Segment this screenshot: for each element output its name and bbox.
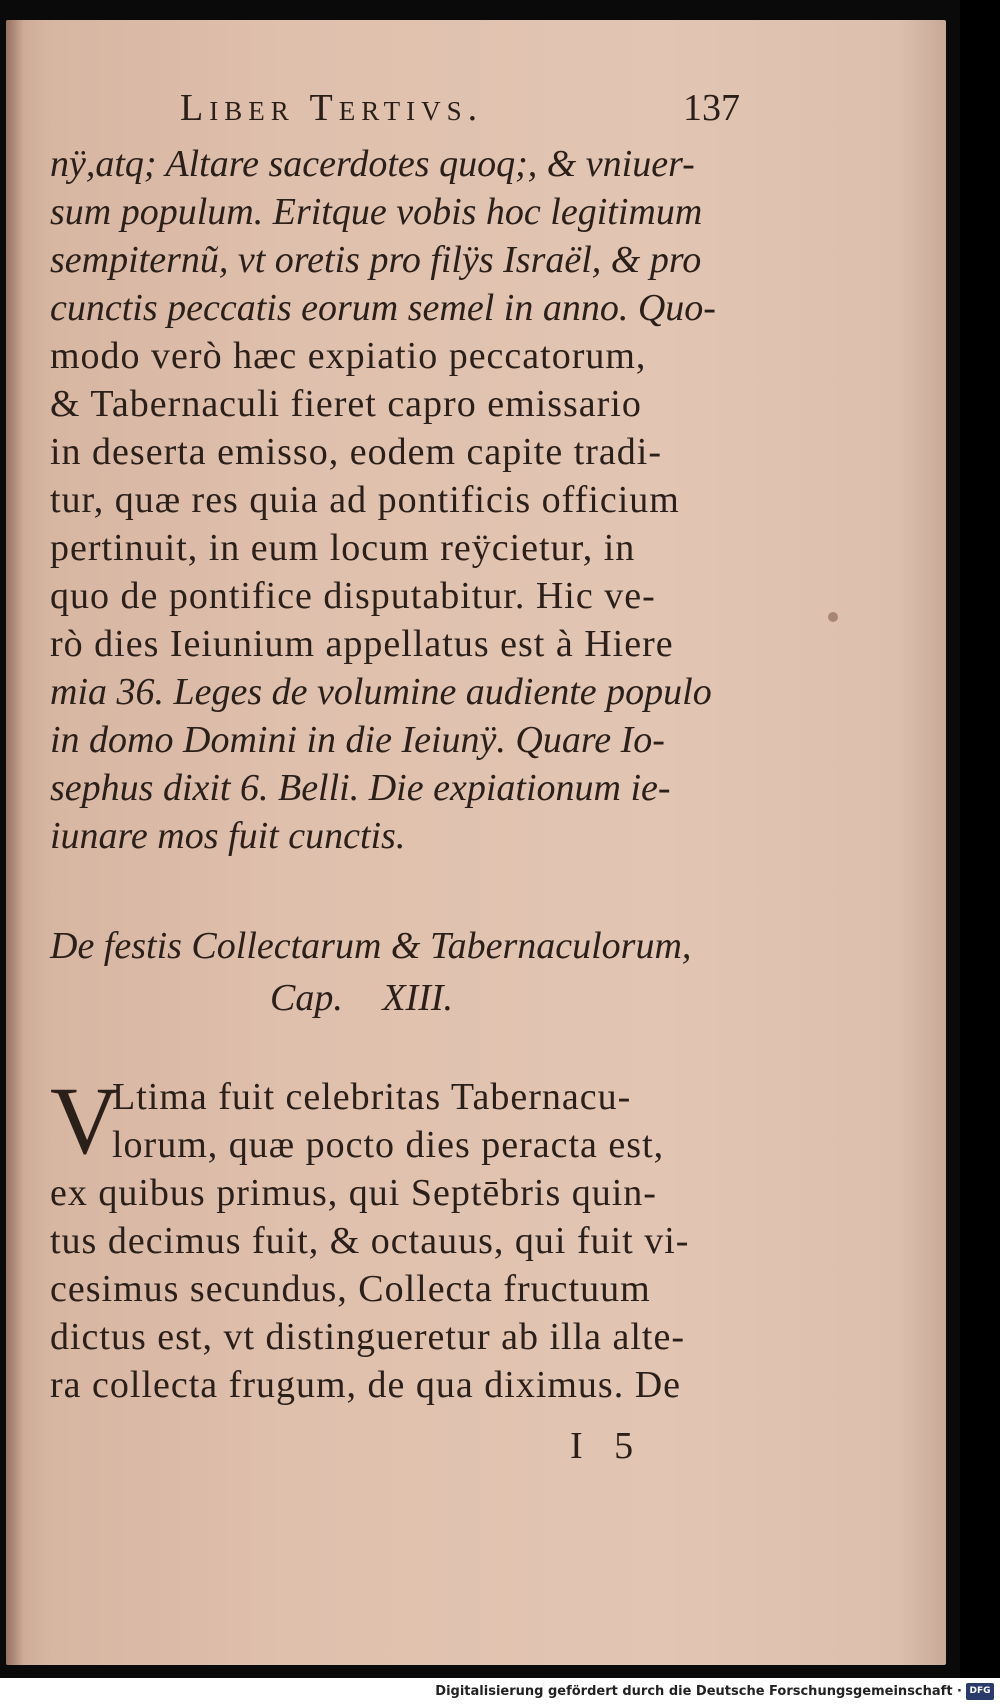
chapter-heading — [50, 920, 750, 1024]
text-line: nÿ,atq; Altare sacerdotes quoq;, & vniuer- — [50, 143, 695, 185]
text-line: sum populum. Eritque vobis hoc legitimum — [50, 191, 703, 233]
text-line: mia 36. Leges de volumine audiente populo — [50, 671, 712, 713]
text-line: dictus est, vt distingueretur ab illa alte- — [50, 1316, 686, 1358]
text-line: Ltima fuit celebritas Tabernacu- — [112, 1076, 632, 1118]
text-line: cesimus secundus, Collecta fructuum — [50, 1268, 651, 1310]
text-line: lorum, quæ pocto dies peracta est, — [112, 1124, 665, 1166]
footer-credit-bar — [0, 1678, 1000, 1704]
text-line: in domo Domini in die Ieiunÿ. Quare Io- — [50, 719, 665, 761]
page-number: 137 — [683, 87, 740, 129]
gutter-shadow — [6, 20, 24, 1665]
text-line: tus decimus fuit, & octauus, qui fuit vi- — [50, 1220, 690, 1262]
running-head: Liber Tertivs. — [180, 87, 484, 129]
text-line: tur, quæ res quia ad pontificis officium — [50, 479, 680, 521]
chapter-title: De festis Collectarum & Tabernaculorum, — [50, 925, 692, 967]
text-line: quo de pontifice disputabitur. Hic ve- — [50, 575, 656, 617]
text-line: cunctis peccatis eorum semel in anno. Quo- — [50, 287, 716, 329]
page-header — [180, 86, 740, 136]
text-line: ex quibus primus, qui Septēbris quin- — [50, 1172, 657, 1214]
text-line: rò dies Ieiunium appellatus est à Hiere — [50, 623, 674, 665]
text-line: in deserta emisso, eodem capite tradi- — [50, 431, 663, 473]
text-line: sephus dixit 6. Belli. Die expiationum ie- — [50, 767, 671, 809]
text-line: sempiternũ, vt oretis pro filÿs Israël, & pro — [50, 239, 702, 281]
text-line: & Tabernaculi fieret capro emissario — [50, 383, 642, 425]
body-text — [50, 140, 750, 860]
funding-credit: Digitalisierung gefördert durch die Deutsche Forschungsgemeinschaft · — [435, 1684, 962, 1699]
text-line: iunare mos fuit cunctis. — [50, 815, 406, 857]
dfg-logo: DFG — [966, 1683, 994, 1700]
text-line: modo verò hæc expiatio peccatorum, — [50, 335, 647, 377]
paper-stain — [828, 612, 838, 622]
drop-cap-initial: V — [50, 1067, 120, 1174]
text-line: pertinuit, in eum locum reÿcietur, in — [50, 527, 636, 569]
chapter-body — [50, 1067, 750, 1409]
text-line: ra collecta frugum, de qua diximus. De — [50, 1364, 682, 1406]
signature-mark: I 5 — [570, 1425, 634, 1467]
chapter-number: Cap. XIII. — [270, 977, 454, 1019]
